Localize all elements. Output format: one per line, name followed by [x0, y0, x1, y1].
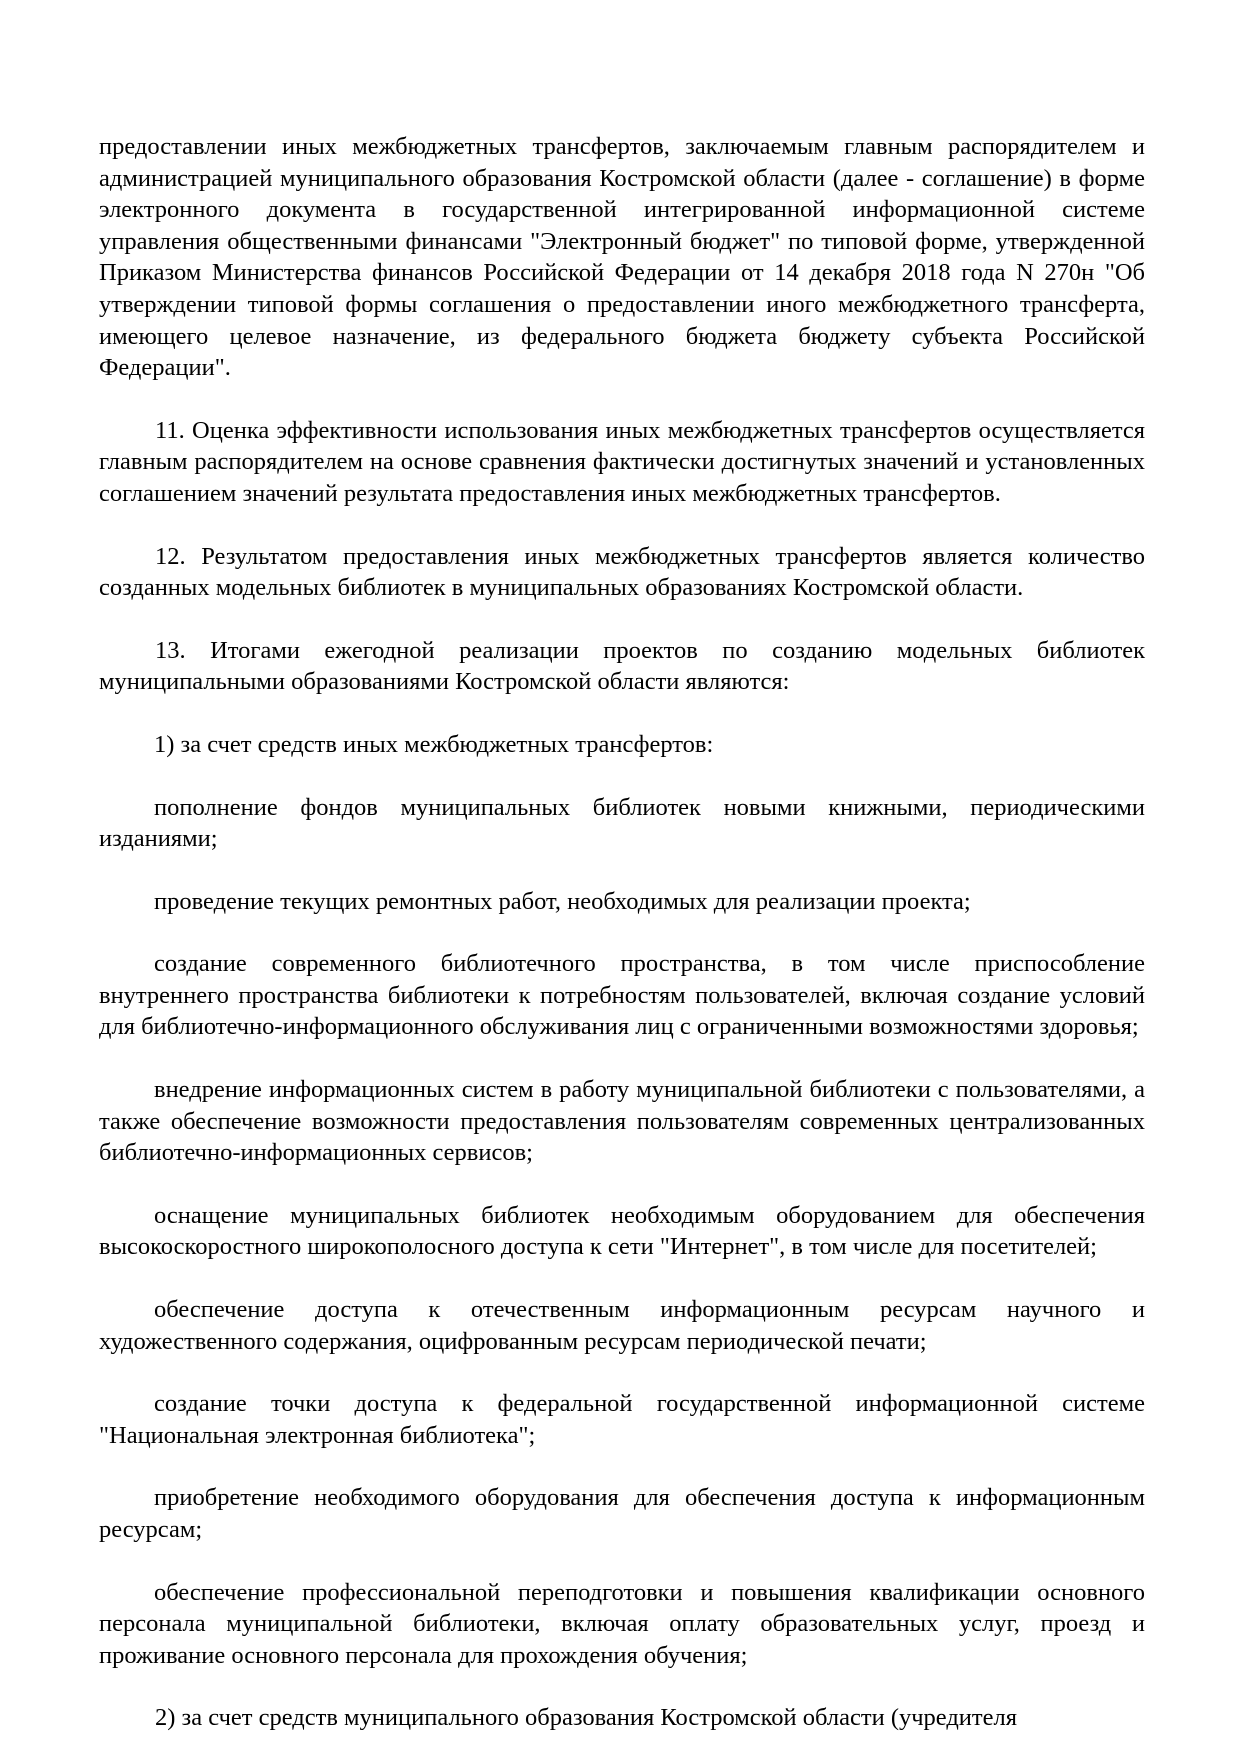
bullet-equipment-internet: оснащение муниципальных библиотек необходимым оборудованием для обеспечения высокоскоростного широкополосного доступа к сети "Интернет", в том числе для посетителей;	[99, 1201, 1145, 1261]
bullet-book-funds: пополнение фондов муниципальных библиотек новыми книжными, периодическими изданиями;	[99, 793, 1145, 853]
bullet-nel-access-point: создание точки доступа к федеральной государственной информационной системе "Национальная электронная библиотека";	[99, 1390, 1145, 1449]
paragraph-13: 13. Итогами ежегодной реализации проектов по созданию модельных библиотек муниципальными образованиями Костромской области являются:	[99, 636, 1145, 696]
bullet-access-resources: обеспечение доступа к отечественным информационным ресурсам научного и художественного содержания, оцифрованным ресурсам периодической печати;	[99, 1296, 1145, 1355]
list-item-1: 1) за счет средств иных межбюджетных трансфертов:	[154, 730, 714, 758]
bullet-repairs: проведение текущих ремонтных работ, необходимых для реализации проекта;	[154, 887, 971, 915]
paragraph-continuation-10: предоставлении иных межбюджетных трансфертов, заключаемым главным распорядителем и администрацией муниципального образования Костромской области (далее - соглашение) в форме электронного документа в государственной интегрированной информационной системе управления общественными финансами "Электронный бюджет" по типовой форме, утвержденной Приказом Министерства финансов Российской Федерации от 14 декабря 2018 года N 270н "Об утверждении типовой формы соглашения о предоставлении иного межбюджетного трансферта, имеющего целевое назначение, из федерального бюджета бюджету субъекта Российской Федерации".	[99, 133, 1145, 382]
document-body	[99, 131, 1145, 1734]
list-item-2: 2) за счет средств муниципального образования Костромской области (учредителя	[155, 1704, 1017, 1732]
paragraph-11: 11. Оценка эффективности использования иных межбюджетных трансфертов осуществляется главным распорядителем на основе сравнения фактически достигнутых значений и установленных соглашением значений результата предоставления иных межбюджетных трансфертов.	[99, 416, 1145, 507]
paragraph-12: 12. Результатом предоставления иных межбюджетных трансфертов является количество созданных модельных библиотек в муниципальных образованиях Костромской области.	[99, 542, 1145, 602]
bullet-staff-training: обеспечение профессиональной переподготовки и повышения квалификации основного персонала муниципальной библиотеки, включая оплату образовательных услуг, проезд и проживание основного персонала для прохождения обучения;	[99, 1578, 1145, 1669]
bullet-purchase-equipment: приобретение необходимого оборудования для обеспечения доступа к информационным ресурсам;	[99, 1484, 1145, 1543]
bullet-modern-space: создание современного библиотечного пространства, в том числе приспособление внутреннего пространства библиотеки к потребностям пользователей, включая создание условий для библиотечно-информационного обслуживания лиц с ограниченными возможностями здоровья;	[99, 950, 1145, 1041]
bullet-information-systems: внедрение информационных систем в работу муниципальной библиотеки с пользователями, а также обеспечение возможности предоставления пользователям современных централизованных библиотечно-информационных сервисов;	[99, 1076, 1145, 1167]
